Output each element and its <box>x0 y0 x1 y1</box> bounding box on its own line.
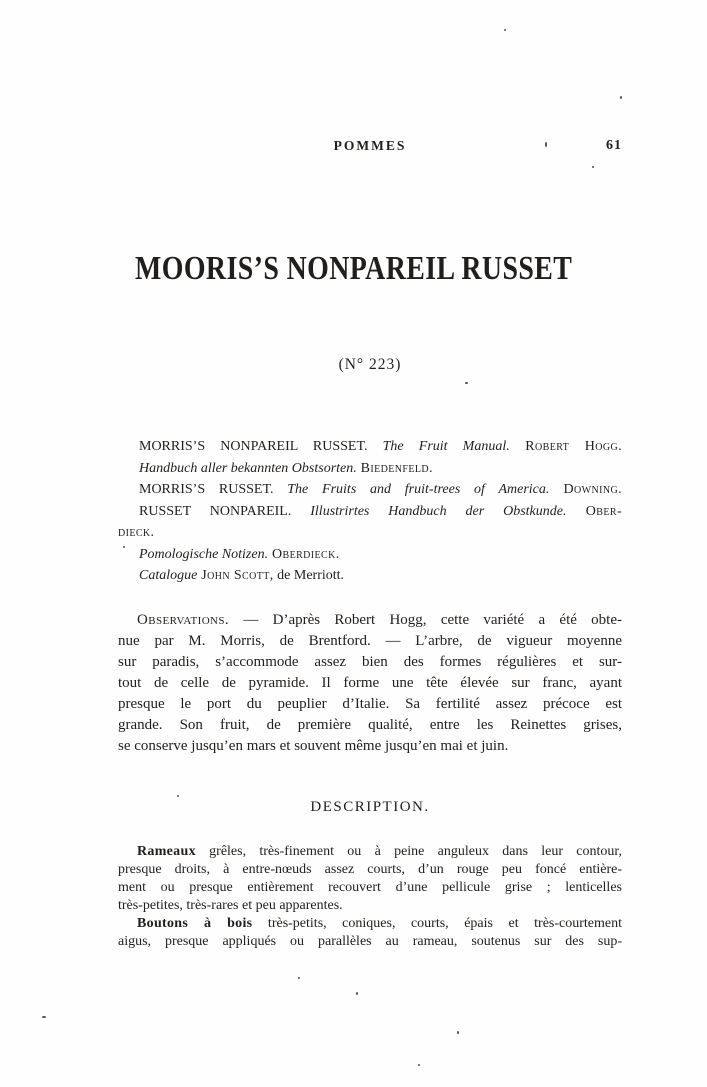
citation-source-title: Handbuch aller bekannten Obstsorten. <box>139 460 357 476</box>
citation-author: Oberdieck. <box>268 546 340 562</box>
scan-speck <box>457 1031 459 1034</box>
description-section <box>118 843 622 950</box>
scan-speck <box>123 546 125 548</box>
text-line: presque le port du peuplier d’Italie. Sa fertilité assez précoce est <box>118 696 622 712</box>
citation-source-title: Illustrirtes Handbuch der Obstkunde. <box>310 503 567 519</box>
variety-title <box>0 250 707 288</box>
text-segment: très-petits, coniques, courts, épais et très-courtement <box>252 915 622 931</box>
scan-speck <box>298 977 300 979</box>
description-heading: DESCRIPTION. <box>310 799 430 815</box>
scan-speck <box>177 795 179 797</box>
text-line <box>118 610 622 631</box>
variety-title-text: MOORIS’S NONPAREIL RUSSET <box>134 250 573 287</box>
citation-author: Biedenfeld. <box>356 460 433 476</box>
citation-author-continued: dieck. <box>118 525 155 540</box>
citation-author: Robert Hogg. <box>509 439 622 454</box>
text-line <box>118 915 622 933</box>
citation-line <box>118 544 622 566</box>
scan-speck <box>504 29 506 31</box>
scan-speck <box>465 382 468 384</box>
citation-line <box>118 458 622 480</box>
scan-speck <box>418 1064 420 1066</box>
text-line: ment ou presque entièrement recouvert d’une pellicule grise ; lenticelles <box>118 879 622 895</box>
citation-source-title: The Fruit Manual. <box>382 439 510 454</box>
citation-author: John Scott, <box>197 568 274 583</box>
citation-source-title: Catalogue <box>139 568 198 583</box>
text-line: aigus, presque appliqués ou parallèles au rameau, soutenus sur des sup- <box>118 933 622 949</box>
observations-paragraph <box>118 610 622 757</box>
citation-line <box>118 436 622 458</box>
variety-number: (N° 223) <box>338 356 402 373</box>
scan-speck <box>42 1016 46 1018</box>
citation-source-title: Pomologische Notizen. <box>139 546 269 562</box>
citation-author: Ober- <box>566 503 623 519</box>
citation-source-title: The Fruits and fruit-trees of America. <box>287 482 550 497</box>
text-line: très-petites, très-rares et peu apparentes. <box>118 897 343 913</box>
citation-variety-name: MORRIS’S RUSSET. <box>139 482 288 497</box>
text-line: grande. Son fruit, de première qualité, entre les Reinettes grises, <box>118 717 622 733</box>
scan-speck <box>592 166 594 168</box>
text-line: presque droits, à entre-nœuds assez courts, d’un rouge peu foncé entière- <box>118 861 622 877</box>
text-line: se conserve jusqu’en mars et souvent même jusqu’en mai et juin. <box>118 738 509 754</box>
citation-line <box>118 501 622 523</box>
scan-speck <box>356 992 358 995</box>
citation-variety-name: RUSSET NONPAREIL. <box>139 503 311 519</box>
text-segment: — D’après Robert Hogg, cette variété a été obte- <box>229 612 622 628</box>
citation-line <box>118 522 622 544</box>
text-line: sur paradis, s’accommode assez bien des formes régulières et sur- <box>118 654 622 670</box>
scan-speck <box>545 142 547 147</box>
synonym-citations <box>118 436 622 587</box>
page-number: 61 <box>606 138 622 153</box>
running-title: POMMES <box>333 138 407 153</box>
text-segment: grêles, très-finement ou à peine anguleux dans leur contour, <box>195 844 622 859</box>
citation-line <box>118 565 622 587</box>
boutons-lead: Boutons à bois <box>137 915 253 931</box>
rameaux-lead: Rameaux <box>137 844 196 859</box>
text-line <box>118 843 622 861</box>
scan-speck <box>620 96 622 99</box>
citation-author: Downing. <box>549 482 623 497</box>
citation-line <box>118 479 622 501</box>
citation-variety-name: MORRIS’S NONPAREIL RUSSET. <box>139 439 383 454</box>
text-line: nue par M. Morris, de Brentford. — L’arbre, de vigueur moyenne <box>118 633 622 649</box>
citation-tail: de Merriott. <box>273 568 345 583</box>
observations-lead: Observations. <box>137 612 230 628</box>
running-head <box>118 138 622 158</box>
text-line: tout de celle de pyramide. Il forme une tête élevée sur franc, ayant <box>118 675 622 691</box>
